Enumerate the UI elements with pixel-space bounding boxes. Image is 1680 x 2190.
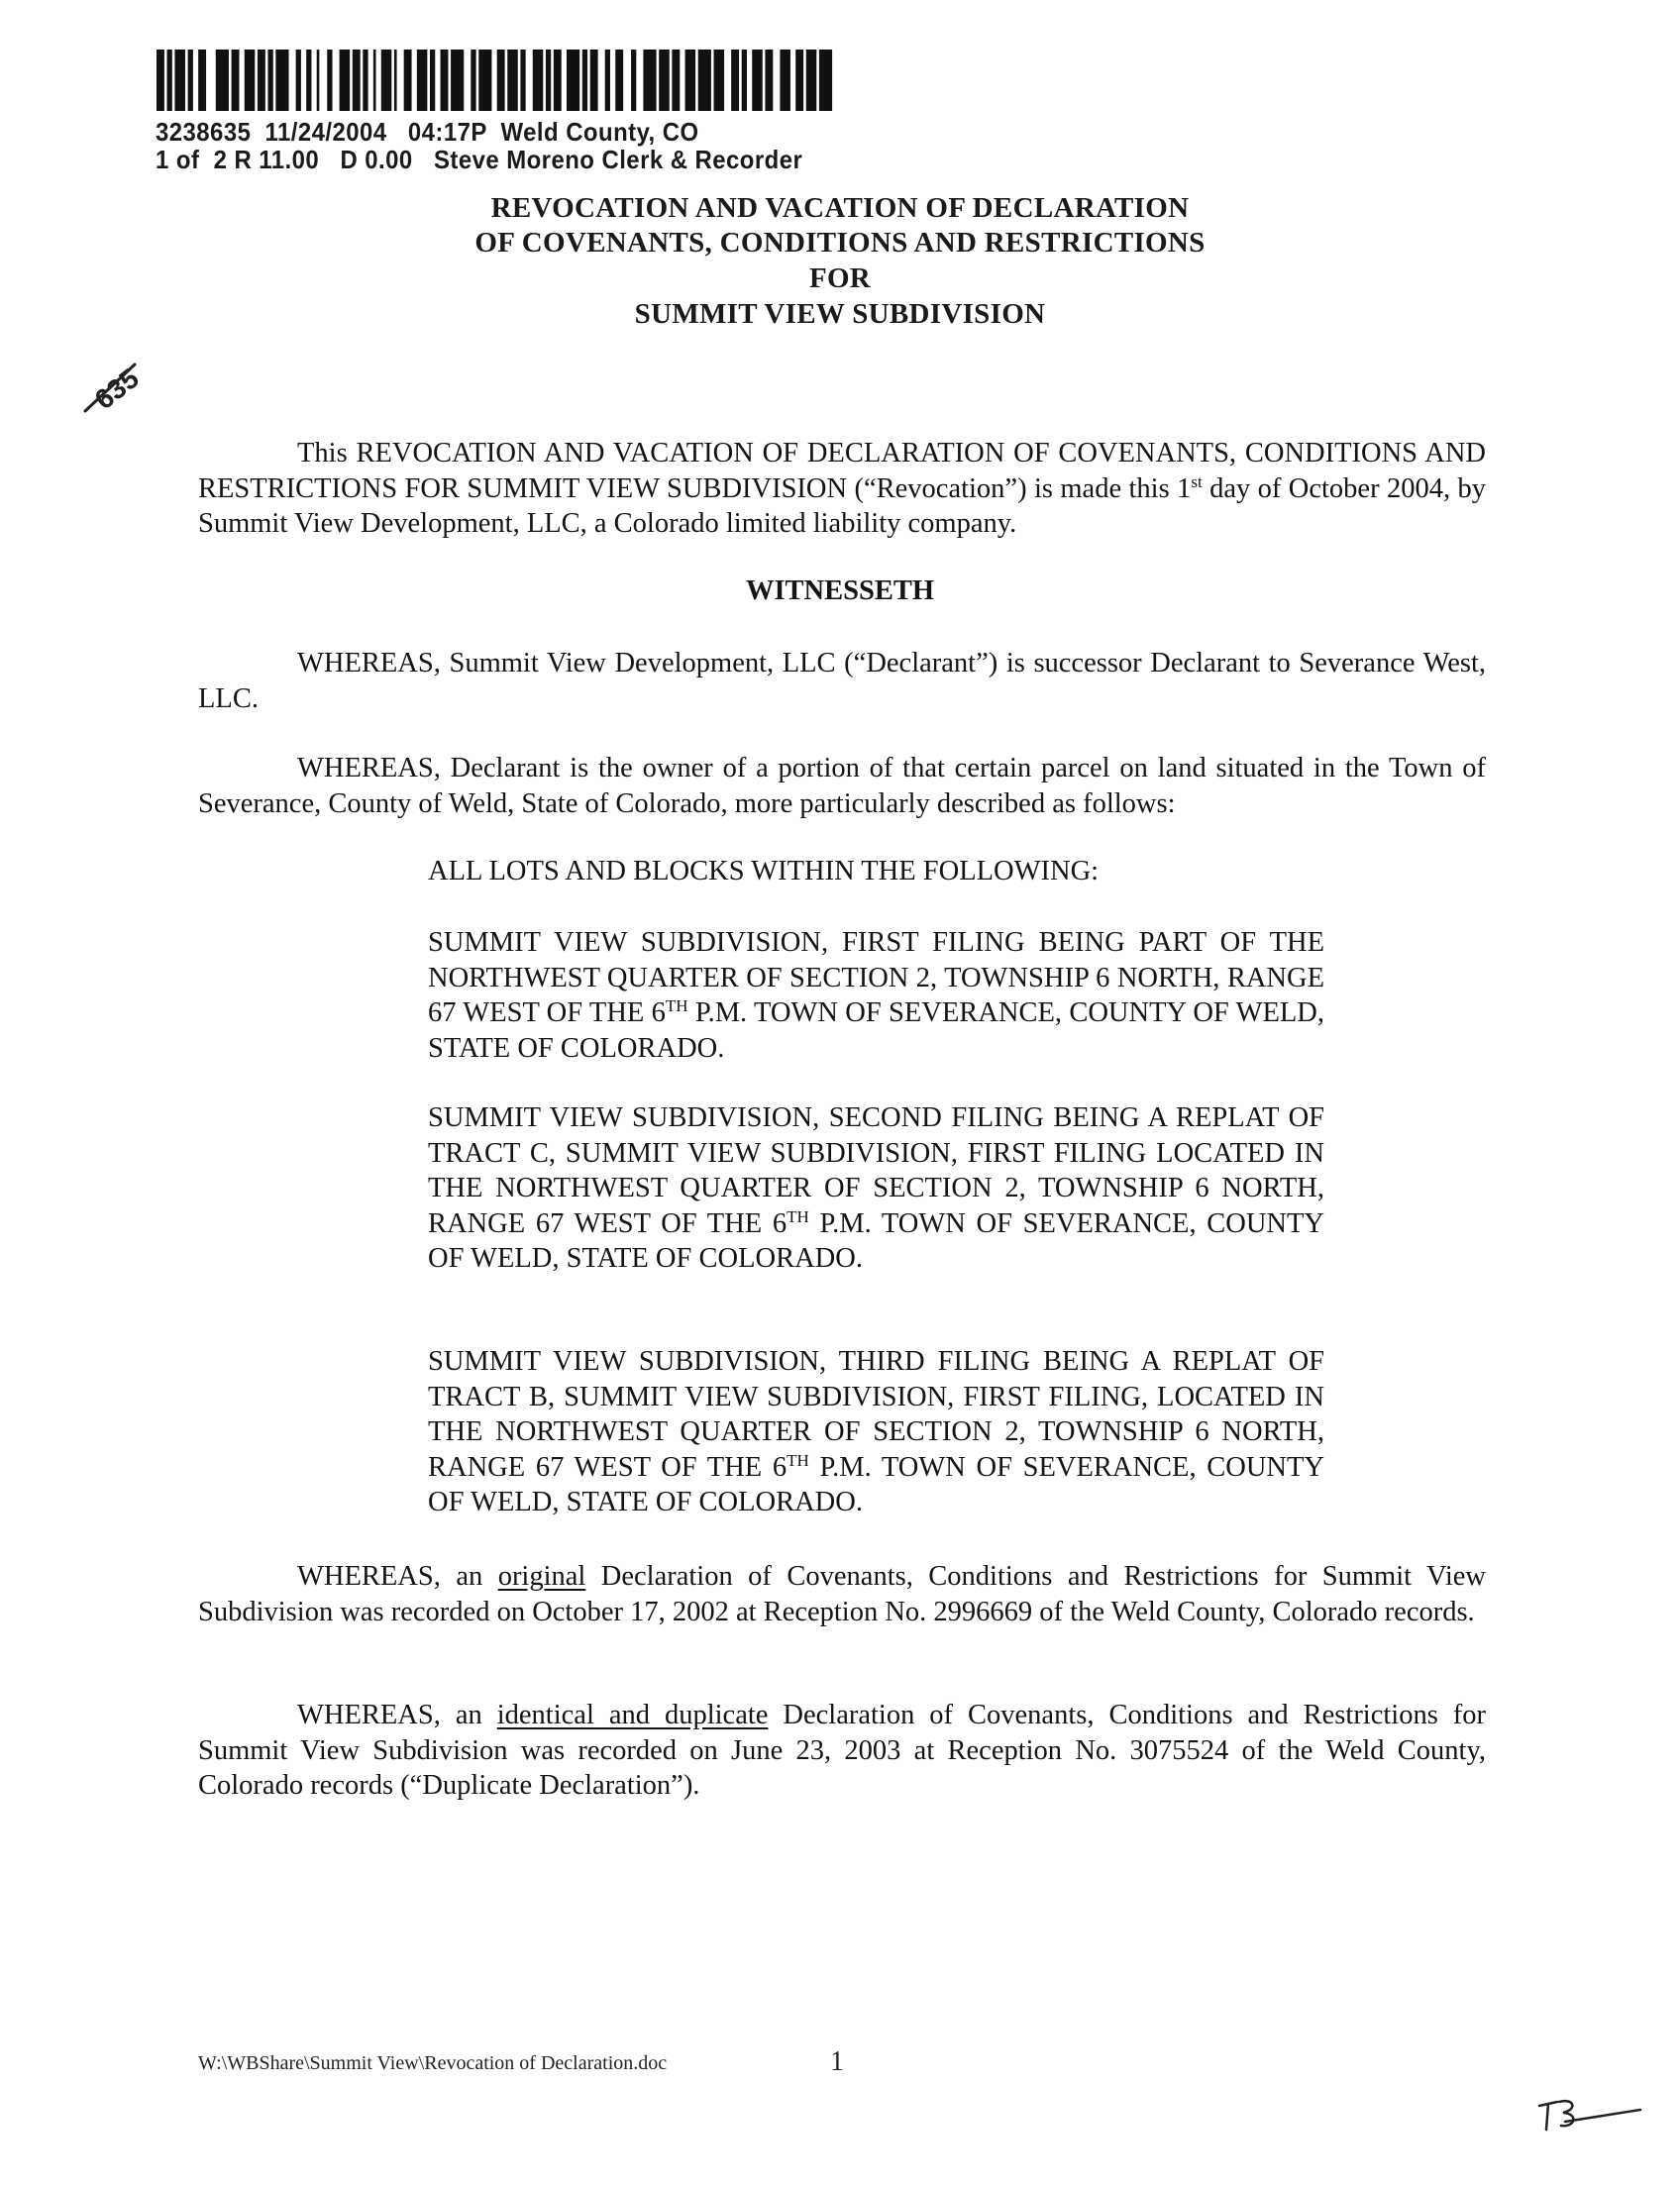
handwritten-page-number-text: 635 — [88, 363, 145, 416]
footer-file-path: W:\WBShare\Summit View\Revocation of Declaration.doc — [198, 2052, 668, 2074]
barcode-bar — [404, 50, 412, 111]
ordinal-suffix: TH — [665, 996, 688, 1015]
barcode-bar — [353, 50, 361, 111]
barcode-bar — [698, 50, 711, 111]
barcode-bar — [471, 50, 475, 111]
barcode-bar — [507, 50, 518, 111]
document-title-line-3: FOR — [808, 262, 872, 294]
legal-description-first-filing — [428, 925, 1324, 1066]
recording-stamp-line-2: 1 of 2 R 11.00 D 0.00 Steve Moreno Clerk & Recorder — [156, 145, 803, 174]
intro-paragraph — [198, 436, 1486, 542]
barcode-bar — [216, 50, 229, 111]
legal-description-second-filing — [428, 1100, 1324, 1277]
barcode-bar — [258, 50, 265, 111]
whereas-paragraph-4 — [198, 1698, 1486, 1804]
barcode-bar — [643, 50, 656, 111]
barcode-bar — [742, 50, 747, 111]
barcode-bar — [275, 50, 288, 111]
whereas-paragraph-1 — [198, 646, 1486, 716]
barcode-bar — [672, 50, 680, 111]
barcode-bar — [478, 50, 491, 111]
barcode-bar — [582, 50, 587, 111]
barcode-bar — [615, 50, 623, 111]
barcode-bar — [567, 50, 579, 111]
barcode-bar — [327, 50, 332, 111]
legal-description-heading: ALL LOTS AND BLOCKS WITHIN THE FOLLOWING: — [428, 856, 1100, 886]
third-filing-text-end: P.M. TOWN OF SEVERANCE, COUNTY OF WELD, STATE OF COLORADO. — [428, 1451, 1324, 1517]
barcode-bar — [232, 50, 240, 111]
intro-text-end: day of October 2004, by Summit View Development, LLC, a Colorado limited liability company. — [198, 472, 1487, 539]
document-title-line-1: REVOCATION AND VACATION OF DECLARATION — [490, 192, 1190, 224]
second-filing-text: SUMMIT VIEW SUBDIVISION, SECOND FILING BEING A REPLAT OF TRACT C, SUMMIT VIEW SUBDIVISION, FIRST FILING LOCATED IN THE NORTHWEST QUARTER OF SECTION 2, TOWNSHIP 6 NORTH, RANGE 67 WEST OF THE 6 — [428, 1102, 1324, 1239]
barcode-bar — [546, 50, 551, 111]
barcode-bar — [340, 50, 351, 111]
barcode-bar — [174, 50, 185, 111]
barcode-bar — [167, 50, 172, 111]
whereas-3-suffix: Declaration of Covenants, Conditions and Restrictions for Summit View Subdivision was recorded on October 17, 2002 at Reception No. 2996669 of the Weld County, Colorado records. — [198, 1561, 1487, 1627]
barcode-bar — [363, 50, 368, 111]
whereas-3-prefix: WHEREAS, an — [297, 1561, 498, 1592]
barcode-bar — [659, 50, 670, 111]
whereas-paragraph-2 — [198, 751, 1486, 821]
barcode-bar — [267, 50, 272, 111]
barcode-bar — [157, 50, 164, 111]
document-title-line-4: SUMMIT VIEW SUBDIVISION — [634, 298, 1046, 330]
whereas-1-text: WHEREAS, Summit View Development, LLC (“Declarant”) is successor Declarant to Severance West, LLC. — [198, 648, 1486, 714]
barcode-bar — [373, 50, 376, 111]
barcode-bar — [795, 50, 803, 111]
barcode-bar — [685, 50, 696, 111]
whereas-paragraph-3 — [198, 1559, 1486, 1629]
barcode-bar — [714, 50, 725, 111]
barcode-bar — [296, 50, 301, 111]
barcode-bar — [631, 50, 636, 111]
first-filing-text: SUMMIT VIEW SUBDIVISION, FIRST FILING BEING PART OF THE NORTHWEST QUARTER OF SECTION 2, TOWNSHIP 6 NORTH, RANGE 67 WEST OF THE 6 — [428, 927, 1324, 1028]
whereas-4-prefix: WHEREAS, an — [297, 1700, 497, 1730]
ordinal-suffix: TH — [787, 1206, 809, 1226]
ordinal-suffix: TH — [787, 1450, 809, 1470]
barcode-bar — [451, 50, 464, 111]
barcode-bar — [605, 50, 610, 111]
barcode-bar — [441, 50, 449, 111]
handwritten-initials — [1535, 2092, 1644, 2141]
third-filing-text: SUMMIT VIEW SUBDIVISION, THIRD FILING BEING A REPLAT OF TRACT B, SUMMIT VIEW SUBDIVISION, FIRST FILING, LOCATED IN THE NORTHWEST QUARTER OF SECTION 2, TOWNSHIP 6 NORTH, RANGE 67 WEST OF THE 6 — [428, 1346, 1324, 1483]
barcode-bar — [394, 50, 397, 111]
legal-description-third-filing — [428, 1344, 1324, 1520]
footer-page-number: 1 — [830, 2046, 844, 2077]
barcode-bar — [188, 50, 193, 111]
barcode-bar — [430, 50, 435, 111]
ordinal-suffix: st — [1191, 471, 1203, 491]
barcode-bar — [317, 50, 320, 111]
barcode-bar — [590, 50, 598, 111]
barcode-bar — [417, 50, 428, 111]
handwritten-page-number — [73, 357, 153, 416]
barcode-bar — [752, 50, 763, 111]
underlined-term: identical and duplicate — [496, 1700, 769, 1730]
recording-barcode — [157, 50, 840, 111]
intro-text: This REVOCATION AND VACATION OF DECLARATION OF COVENANTS, CONDITIONS AND RESTRICTIONS FOR SUMMIT VIEW SUBDIVISION (“Revocation”) is made this 1 — [198, 438, 1486, 504]
barcode-bar — [731, 50, 739, 111]
second-filing-text-end: P.M. TOWN OF SEVERANCE, COUNTY OF WELD, STATE OF COLORADO. — [428, 1207, 1324, 1274]
document-title-line-2: OF COVENANTS, CONDITIONS AND RESTRICTIONS — [474, 227, 1206, 259]
barcode-bar — [198, 50, 206, 111]
whereas-2-text: WHEREAS, Declarant is the owner of a portion of that certain parcel on land situated in the Town of Severance, County of Weld, State of Colorado, more particularly described as follows: — [198, 753, 1486, 819]
barcode-bar — [533, 50, 544, 111]
barcode-bar — [306, 50, 311, 111]
barcode-bar — [819, 50, 832, 111]
barcode-bar — [765, 50, 773, 111]
whereas-4-suffix: Declaration of Covenants, Conditions and Restrictions for Summit View Subdivision was recorded on June 23, 2003 at Reception No. 3075524 of the Weld County, Colorado records (“Duplicate Declaration”). — [198, 1700, 1487, 1801]
barcode-bar — [245, 50, 256, 111]
barcode-bar — [497, 50, 505, 111]
barcode-bar — [554, 50, 562, 111]
barcode-bar — [520, 50, 525, 111]
barcode-bar — [806, 50, 817, 111]
recording-stamp-line-1: 3238635 11/24/2004 04:17P Weld County, CO — [156, 117, 699, 147]
barcode-bar — [780, 50, 790, 111]
barcode-bar — [381, 50, 392, 111]
underlined-term: original — [497, 1561, 586, 1592]
witnesseth-heading: WITNESSETH — [745, 575, 935, 606]
first-filing-text-end: P.M. TOWN OF SEVERANCE, COUNTY OF WELD, STATE OF COLORADO. — [428, 997, 1324, 1064]
